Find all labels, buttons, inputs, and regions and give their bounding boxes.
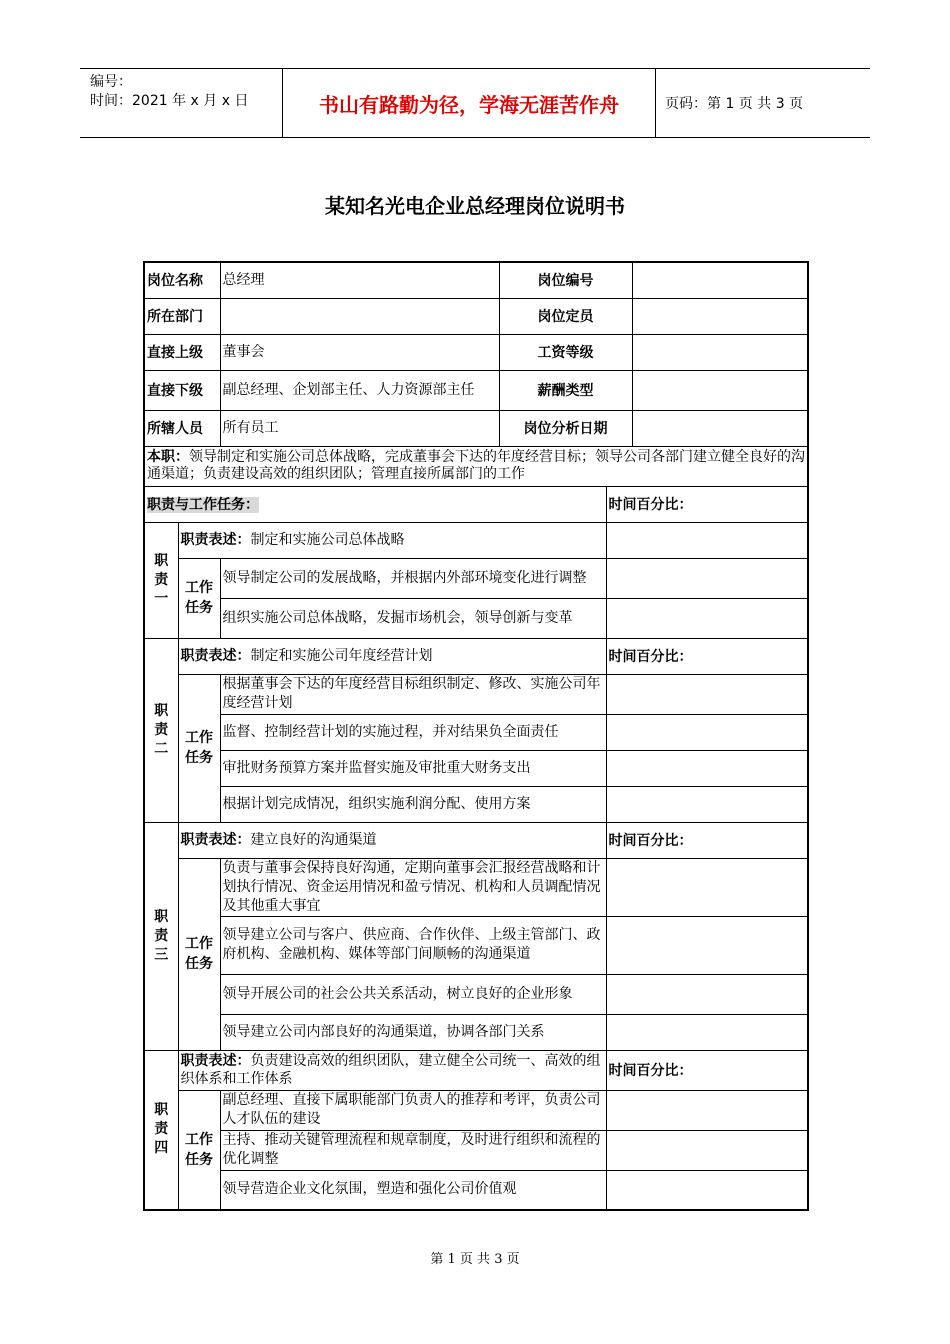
header-slogan: 书山有路勤为径，学海无涯苦作舟 [282, 69, 656, 137]
duty-title-char: 责 [154, 721, 169, 738]
task-time-percent [606, 916, 808, 974]
duty-task-row [144, 1170, 808, 1210]
header-meta [90, 73, 248, 111]
task-text: 领导制定公司的发展战略，并根据内外部环境变化进行调整 [220, 558, 606, 598]
task-text: 领导建立公司与客户、供应商、合作伙伴、上级主管部门、政府机构、金融机构、媒体等部门间顺畅的沟通渠道 [220, 916, 606, 974]
task-text: 根据董事会下达的年度经营目标组织制定、修改、实施公司年度经营计划 [220, 674, 606, 714]
doc-number-label: 编号： [90, 74, 132, 90]
duty-task-row [144, 674, 808, 714]
core-duty-text: 领导制定和实施公司总体战略，完成董事会下达的年度经营目标；领导公司各部门建立健全良好的沟通渠道；负责建设高效的组织团队；管理直接所属部门的工作 [147, 449, 805, 482]
row-subordinates [144, 370, 808, 410]
position-code-value [632, 262, 808, 298]
duty-time-percent: 时间百分比： [606, 638, 808, 674]
task-time-percent [606, 974, 808, 1014]
duty-statement [178, 638, 606, 674]
quota-value [632, 298, 808, 334]
row-duties-header [144, 486, 808, 522]
task-label: 工作任务 [178, 558, 220, 638]
duty-statement [178, 522, 606, 558]
task-time-percent [606, 1130, 808, 1170]
duty-task-row [144, 558, 808, 598]
duty-task-row [144, 1090, 808, 1130]
analysis-date-value [632, 410, 808, 446]
page-header [80, 68, 870, 138]
core-duty-label: 本职： [147, 449, 189, 465]
task-time-percent [606, 750, 808, 786]
duty-title [144, 822, 178, 1050]
position-name-label: 岗位名称 [144, 262, 220, 298]
duty-title-char: 一 [154, 590, 169, 607]
task-time-percent [606, 598, 808, 638]
duty-title-char: 责 [154, 571, 169, 588]
core-duty-cell [144, 446, 808, 486]
superior-value: 董事会 [220, 334, 499, 370]
duty-title-char: 职 [154, 552, 169, 569]
task-time-percent [606, 714, 808, 750]
position-code-label: 岗位编号 [499, 262, 632, 298]
duty-statement-row [144, 1050, 808, 1090]
duty-task-row [144, 1130, 808, 1170]
duty-title-char: 职 [154, 908, 169, 925]
duty-title-char: 职 [154, 702, 169, 719]
pay-type-value [632, 370, 808, 410]
row-department [144, 298, 808, 334]
task-time-percent [606, 786, 808, 822]
duty-title [144, 1050, 178, 1210]
duty-statement [178, 822, 606, 858]
duty-statement-row [144, 822, 808, 858]
task-time-percent [606, 1090, 808, 1130]
duty-title-char: 职 [154, 1102, 169, 1119]
task-text: 负责与董事会保持良好沟通，定期向董事会汇报经营战略和计划执行情况、资金运用情况和盈亏情况、机构和人员调配情况及其他重大事宜 [220, 858, 606, 916]
task-text: 副总经理、直接下属职能部门负责人的推荐和考评，负责公司人才队伍的建设 [220, 1090, 606, 1130]
task-text: 领导营造企业文化氛围，塑造和强化公司价值观 [220, 1170, 606, 1210]
duty-task-row [144, 786, 808, 822]
row-staff [144, 410, 808, 446]
header-page-info: 页码：第 1 页 共 3 页 [665, 96, 804, 112]
task-label: 工作任务 [178, 1090, 220, 1210]
duties-header-label: 职责与工作任务： [147, 497, 259, 513]
duty-statement-label: 职责表述： [180, 832, 251, 848]
row-position-name [144, 262, 808, 298]
page-footer: 第 1 页 共 3 页 [430, 1252, 520, 1267]
duty-statement-row [144, 522, 808, 558]
duty-statement-text: 制定和实施公司总体战略 [250, 532, 405, 548]
duty-statement-label: 职责表述： [180, 532, 251, 548]
duty-task-row [144, 974, 808, 1014]
task-text: 组织实施公司总体战略，发掘市场机会，领导创新与变革 [220, 598, 606, 638]
job-description-table [143, 261, 809, 1211]
duty-statement-text: 建立良好的沟通渠道 [250, 832, 377, 848]
wage-level-label: 工资等级 [499, 334, 632, 370]
duty-title-char: 责 [154, 927, 169, 944]
duty-task-row [144, 916, 808, 974]
duties-body [144, 522, 808, 1210]
duty-title [144, 522, 178, 638]
duty-time-percent: 时间百分比： [606, 822, 808, 858]
staff-label: 所辖人员 [144, 410, 220, 446]
duty-statement-row [144, 638, 808, 674]
duty-task-row [144, 598, 808, 638]
task-time-percent [606, 558, 808, 598]
duty-title-char: 三 [154, 946, 169, 963]
duty-task-row [144, 714, 808, 750]
duty-statement-label: 职责表述： [180, 648, 251, 664]
task-label: 工作任务 [178, 674, 220, 822]
duty-statement [178, 1050, 606, 1090]
task-time-percent [606, 858, 808, 916]
staff-value: 所有员工 [220, 410, 499, 446]
duty-task-row [144, 1014, 808, 1050]
duty-statement-text: 制定和实施公司年度经营计划 [250, 648, 433, 664]
task-text: 监督、控制经营计划的实施过程，并对结果负全面责任 [220, 714, 606, 750]
department-label: 所在部门 [144, 298, 220, 334]
task-text: 领导开展公司的社会公共关系活动，树立良好的企业形象 [220, 974, 606, 1014]
quota-label: 岗位定员 [499, 298, 632, 334]
row-superior [144, 334, 808, 370]
task-time-percent [606, 674, 808, 714]
duty-statement-label: 职责表述： [180, 1053, 251, 1069]
duty-task-row [144, 858, 808, 916]
pay-type-label: 薪酬类型 [499, 370, 632, 410]
superior-label: 直接上级 [144, 334, 220, 370]
wage-level-value [632, 334, 808, 370]
task-text: 审批财务预算方案并监督实施及审批重大财务支出 [220, 750, 606, 786]
task-label: 工作任务 [178, 858, 220, 1050]
doc-time-label: 时间：2021 年 x 月 x 日 [90, 93, 249, 109]
task-text: 领导建立公司内部良好的沟通渠道，协调各部门关系 [220, 1014, 606, 1050]
duty-time-percent [606, 522, 808, 558]
document-title: 某知名光电企业总经理岗位说明书 [325, 194, 625, 218]
subordinates-label: 直接下级 [144, 370, 220, 410]
duty-title-char: 四 [154, 1140, 169, 1157]
analysis-date-label: 岗位分析日期 [499, 410, 632, 446]
task-text: 根据计划完成情况，组织实施利润分配、使用方案 [220, 786, 606, 822]
duty-task-row [144, 750, 808, 786]
position-name-value: 总经理 [220, 262, 499, 298]
duty-title [144, 638, 178, 822]
duty-title-char: 二 [154, 740, 169, 757]
task-text: 主持、推动关键管理流程和规章制度，及时进行组织和流程的优化调整 [220, 1130, 606, 1170]
duties-header-pct: 时间百分比： [606, 486, 808, 522]
task-time-percent [606, 1170, 808, 1210]
duty-time-percent: 时间百分比： [606, 1050, 808, 1090]
task-time-percent [606, 1014, 808, 1050]
department-value [220, 298, 499, 334]
duties-header-cell [144, 486, 606, 522]
subordinates-value: 副总经理、企划部主任、人力资源部主任 [220, 370, 499, 410]
duty-statement-text: 负责建设高效的组织团队，建立健全公司统一、高效的组织体系和工作体系 [180, 1053, 601, 1087]
duty-title-char: 责 [154, 1121, 169, 1138]
row-core-duty [144, 446, 808, 486]
